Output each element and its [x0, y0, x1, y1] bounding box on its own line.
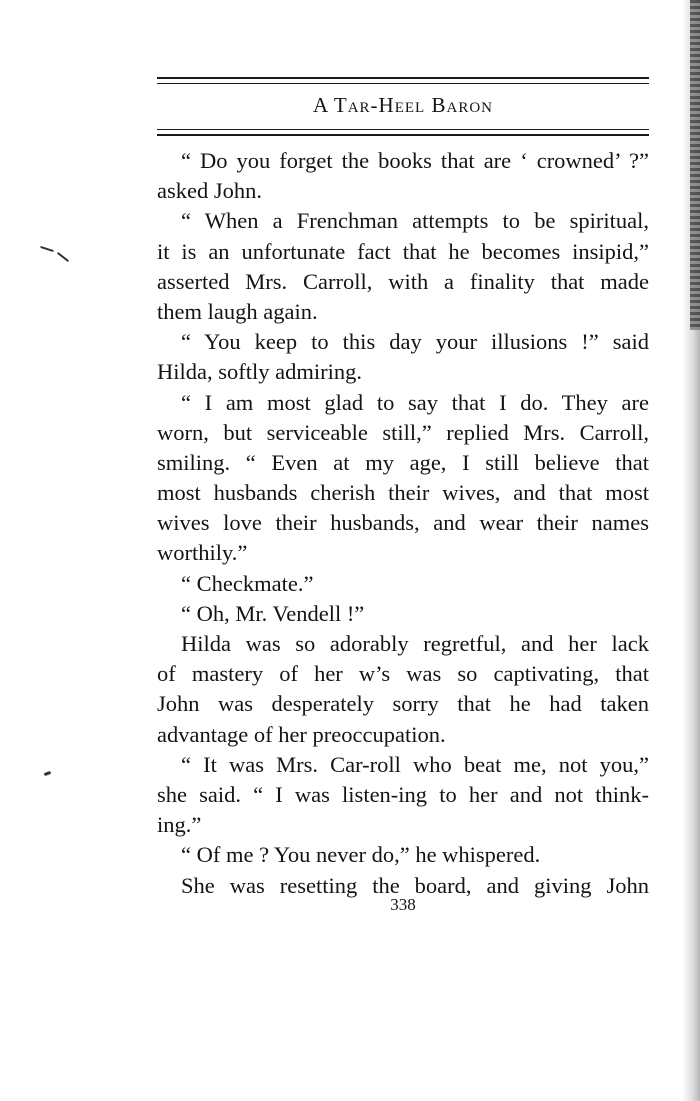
text-line: she said. “ I was listen-ing to her and not think- — [157, 781, 649, 807]
scan-speck — [40, 246, 54, 252]
text-line: John was desperately sorry that he had taken — [157, 691, 649, 717]
text-line: Hilda, softly admiring. — [157, 359, 362, 385]
text-line: She was resetting the board, and giving John — [181, 872, 649, 898]
text-line: “ Oh, Mr. Vendell !” — [181, 600, 365, 626]
text-line: wives love their husbands, and wear their names — [157, 510, 649, 536]
text-line: ing.” — [157, 812, 202, 838]
body-text — [157, 146, 649, 901]
text-line: most husbands cherish their wives, and that most — [157, 480, 649, 506]
text-line: “ I am most glad to say that I do. They are — [181, 389, 649, 415]
running-head-word-tar-heel: TAR-HEEL — [333, 93, 426, 117]
text-line: advantage of her preoccupation. — [157, 721, 446, 747]
top-rule-lower — [157, 83, 649, 84]
text-line: them laugh again. — [157, 298, 318, 324]
scan-edge-texture — [690, 0, 700, 330]
top-rule-upper — [157, 77, 649, 79]
text-line: worn, but serviceable still,” replied Mrs. Carroll, — [157, 419, 649, 445]
text-line: of mastery of her w’s was so captivating, that — [157, 661, 649, 687]
text-line: “ You keep to this day your illusions !” said — [181, 329, 649, 355]
head-rule-upper — [157, 129, 649, 130]
text-line: asserted Mrs. Carroll, with a finality that made — [157, 268, 649, 294]
text-line: smiling. “ Even at my age, I still believe that — [157, 449, 649, 475]
text-line: “ Do you forget the books that are ‘ crowned’ ?” — [181, 148, 649, 173]
text-line: worthily.” — [157, 540, 248, 566]
text-line: “ When a Frenchman attempts to be spiritual, — [181, 208, 649, 234]
text-line: asked John. — [157, 178, 262, 204]
head-rule-lower — [157, 134, 649, 136]
text-line: “ Checkmate.” — [181, 570, 314, 596]
text-line: Hilda was so adorably regretful, and her lack — [181, 631, 649, 656]
text-line: it is an unfortunate fact that he becomes insipid,” — [157, 238, 649, 264]
scan-speck — [57, 252, 69, 262]
scan-speck — [44, 771, 52, 776]
page-number: 338 — [390, 895, 416, 914]
running-head — [157, 93, 649, 118]
running-head-word-a: A — [312, 93, 328, 117]
running-head-word-baron: BARON — [431, 93, 493, 117]
text-line: “ It was Mrs. Car-roll who beat me, not you,” — [181, 751, 649, 777]
text-line: “ Of me ? You never do,” he whispered. — [181, 842, 541, 868]
